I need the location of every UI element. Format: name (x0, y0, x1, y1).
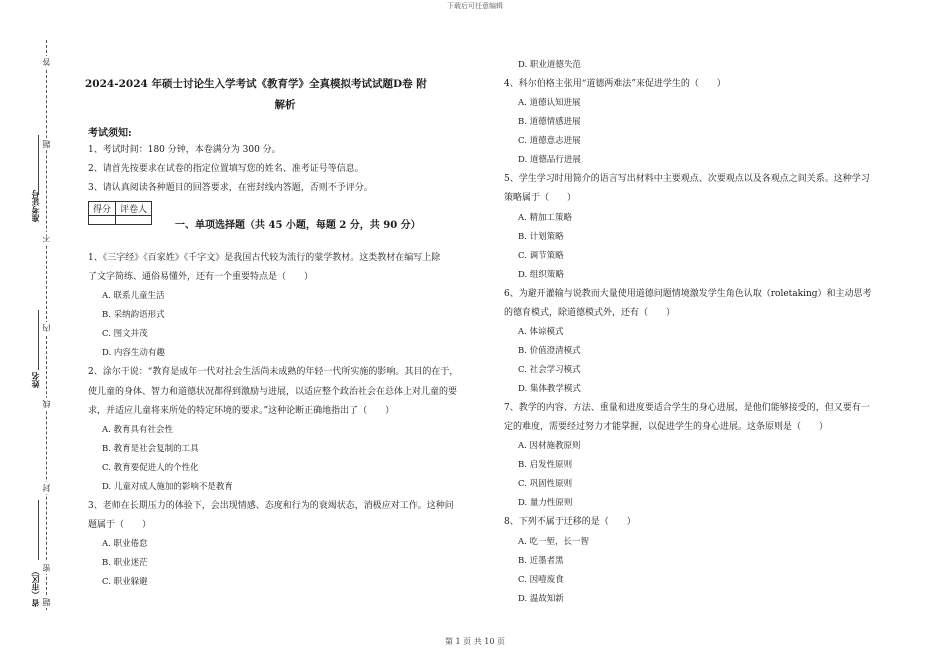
note-item: 3、请认真阅读各种题目的回答要求，在密封线内答题，否则不予评分。 (88, 183, 373, 193)
answer-option: B. 近墨者黑 (518, 555, 564, 566)
answer-option: B. 计划策略 (518, 231, 564, 242)
score-cell (89, 216, 116, 225)
question-text: 策略属于（ ） (504, 193, 577, 204)
question-text: 2、涂尔干说：“教育是成年一代对社会生活尚未成熟的年轻一代所实施的影响。其目的在于， (88, 367, 459, 378)
answer-option: C. 因噎废食 (518, 574, 564, 585)
field-line (38, 135, 39, 195)
seal-char: 内 (42, 324, 51, 332)
seal-char: 封 (42, 484, 51, 492)
question-text: 6、为避开灌输与说教而大量使用道德问题情境激发学生角色认取（roletaking）和主动思考 (504, 288, 872, 299)
answer-option: D. 集体教学模式 (518, 384, 581, 395)
answer-option: C. 职业躲避 (102, 577, 148, 588)
answer-option: B. 价值澄清模式 (518, 346, 581, 357)
answer-option: C. 图文并茂 (102, 329, 148, 340)
answer-option: C. 社会学习模式 (518, 365, 581, 376)
grader-label: 评卷人 (116, 202, 152, 216)
question-text: 了文字简练、通俗易懂外，还有一个重要特点是（ ） (88, 272, 314, 283)
answer-option: A. 精加工策略 (518, 212, 573, 223)
field-line (38, 310, 39, 370)
name-label: 姓名 (30, 372, 40, 388)
grader-cell (116, 216, 152, 225)
paper-title: 2024-2024 年硕士讨论生入学考试《教育学》全真模拟考试试题D卷 附 (85, 78, 427, 90)
question-text: 题属于（ ） (88, 520, 152, 531)
note-item: 2、请首先按要求在试卷的指定位置填写您的姓名、准考证号等信息。 (88, 164, 364, 174)
page-footer: 第 1 页 共 10 页 (445, 637, 505, 646)
question-text: 1、《三字经》《百家姓》《千字文》是我国古代较为流行的蒙学教材。这类教材在编写上除 (88, 253, 441, 263)
score-label: 得分 (89, 202, 116, 216)
answer-option: B. 教育是社会复制的工具 (102, 444, 199, 455)
answer-option: D. 职业道德失范 (518, 60, 581, 70)
right-column (504, 56, 904, 609)
answer-option: D. 道德品行进展 (518, 155, 581, 166)
score-box (88, 201, 152, 225)
seal-char: 题 (42, 140, 51, 148)
answer-option: A. 道德认知进展 (518, 98, 581, 109)
left-column (88, 249, 488, 592)
answer-option: D. 儿童对成人施加的影响不是教育 (102, 482, 233, 493)
answer-option: A. 体谅模式 (518, 327, 564, 338)
paper-title-cont: 解析 (274, 99, 296, 111)
answer-option: D. 内容生动有趣 (102, 348, 165, 359)
question-text: 求，并适应儿童将来所处的特定环境的要求。”这种论断正确地指出了（ ） (88, 405, 395, 416)
question-text: 的德育模式，除道德模式外，还有（ ） (504, 307, 676, 318)
notes-heading: 考试须知: (88, 128, 132, 139)
answer-option: A. 教育具有社会性 (102, 425, 174, 436)
question-text: 8、下列不属于迁移的是（ ） (504, 517, 636, 528)
answer-option: C. 教育要促进人的个性化 (102, 463, 199, 474)
answer-option: A. 因材施教原则 (518, 441, 581, 452)
answer-option: A. 吃一堑，长一智 (518, 536, 590, 547)
answer-option: B. 采纳韵语形式 (102, 310, 165, 321)
exam-id-label: 准考证号 (30, 190, 40, 222)
answer-option: C. 巩固性原则 (518, 479, 573, 490)
answer-option: D. 量力性原则 (518, 498, 573, 509)
answer-option: B. 启发性原则 (518, 460, 573, 471)
section-heading: 一、单项选择题（共 45 小题，每题 2 分，共 90 分） (175, 220, 421, 231)
note-item: 1、考试时间：180 分钟，本卷满分为 300 分。 (88, 145, 281, 155)
seal-char: 题 (42, 598, 51, 606)
seal-char: 密 (42, 564, 51, 572)
answer-option: D. 组织策略 (518, 269, 564, 280)
notes-list (88, 141, 373, 198)
answer-option: B. 道德情感进展 (518, 117, 581, 128)
question-text: 4、科尔伯格主张用“道德两难法”来促进学生的（ ） (504, 79, 726, 89)
field-line (38, 500, 39, 560)
seal-char: 不 (42, 234, 51, 242)
province-label: 省（市区） (30, 567, 40, 607)
question-text: 定的难度，需要经过努力才能掌握，以促进学生的身心进展。这条原则是（ ） (504, 422, 829, 433)
question-text: 使儿童的身体、智力和道德状况都得到激励与进展，以适应整个政治社会在总体上对儿童的要 (88, 386, 458, 397)
question-text: 3、老师在长期压力的体验下，会出现情感、态度和行为的衰竭状态，消极应对工作。这种问 (88, 501, 454, 512)
seal-char: 答 (42, 58, 51, 66)
header-note: 下载后可任意编辑 (447, 2, 503, 10)
seal-char: 线 (42, 400, 51, 408)
answer-option: C. 调节策略 (518, 250, 564, 261)
answer-option: B. 职业迷茫 (102, 558, 148, 569)
answer-option: A. 职业倦怠 (102, 539, 148, 550)
answer-option: D. 温故知新 (518, 593, 564, 604)
question-text: 7、教学的内容、方法、重量和进度要适合学生的身心进展，是他们能够接受的，但又要有一 (504, 403, 870, 414)
answer-option: A. 联系儿童生活 (102, 291, 165, 302)
answer-option: C. 道德意志进展 (518, 136, 581, 147)
question-text: 5、学生学习时用简介的语言写出材料中主要观点、次要观点以及各观点之间关系。这种学习 (504, 174, 870, 185)
